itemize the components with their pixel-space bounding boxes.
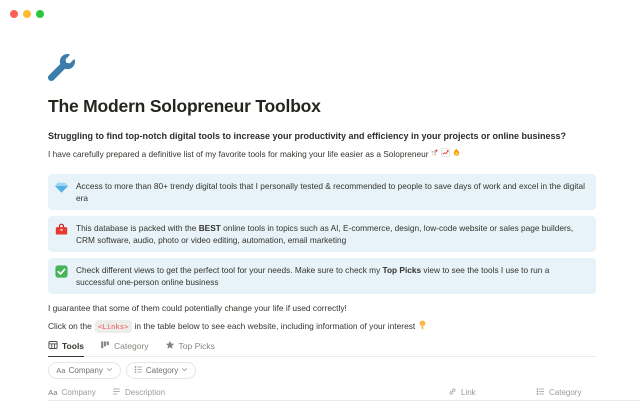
window-titlebar xyxy=(10,10,44,18)
click-text-after: in the table below to see each website, including information of your interest xyxy=(134,321,416,331)
column-company-label: Company xyxy=(61,387,96,397)
column-header-category[interactable] xyxy=(536,384,640,400)
filter-bar xyxy=(48,362,596,379)
callout-access-text: Access to more than 80+ trendy digital tools that I personally tested & recommended to people to save days of work and excel in the digital era xyxy=(76,181,585,203)
filter-company[interactable] xyxy=(48,362,121,379)
tab-category-label: Category xyxy=(114,341,149,351)
column-header-description[interactable] xyxy=(112,384,448,400)
select-property-icon xyxy=(134,365,143,376)
chevron-down-icon xyxy=(181,366,188,375)
click-instruction xyxy=(48,320,596,333)
filter-category-label: Category xyxy=(145,366,179,375)
backhand-index-pointing-down-icon xyxy=(418,320,427,333)
callout-views-text xyxy=(76,264,587,288)
url-property-icon xyxy=(448,387,457,398)
click-text-before: Click on the xyxy=(48,321,92,331)
table-view-icon xyxy=(48,340,58,352)
callout-database-text-bold: BEST xyxy=(198,223,221,233)
chart-increasing-icon xyxy=(441,148,450,160)
text-property-icon xyxy=(112,387,121,398)
filter-category[interactable] xyxy=(126,362,196,379)
callout-database-text xyxy=(76,222,587,246)
gem-icon xyxy=(55,181,68,194)
wrench-icon[interactable] xyxy=(48,54,75,81)
check-mark-button-icon xyxy=(55,265,68,278)
rocket-icon xyxy=(430,148,439,160)
board-view-icon xyxy=(100,340,110,352)
fire-icon xyxy=(452,148,461,160)
select-property-icon xyxy=(536,387,545,398)
intro-question: Struggling to find top-notch digital tools to increase your productivity and efficiency in your projects or online business? xyxy=(48,131,567,141)
minimize-button[interactable] xyxy=(23,10,31,18)
tab-top-picks-label: Top Picks xyxy=(178,341,215,351)
star-icon xyxy=(165,340,175,352)
callout-database xyxy=(48,216,596,252)
column-header-company[interactable] xyxy=(48,384,112,400)
page-title: The Modern Solopreneur Toolbox xyxy=(48,96,321,116)
title-property-icon: Aa xyxy=(48,387,58,397)
callout-views xyxy=(48,258,596,294)
table-header xyxy=(48,384,640,401)
callout-views-text-bold: Top Picks xyxy=(382,265,422,275)
callout-database-text-before: This database is packed with the xyxy=(76,223,199,233)
tab-tools[interactable] xyxy=(48,340,84,357)
column-link-label: Link xyxy=(461,387,476,397)
title-property-icon: Aa xyxy=(56,366,66,375)
callout-views-text-before: Check different views to get the perfect tool for your needs. Make sure to check my xyxy=(76,265,383,275)
view-tabs xyxy=(48,340,596,357)
zoom-button[interactable] xyxy=(36,10,44,18)
close-button[interactable] xyxy=(10,10,18,18)
filter-company-label: Company xyxy=(68,366,103,375)
column-category-label: Category xyxy=(549,387,582,397)
tab-tools-label: Tools xyxy=(62,341,85,351)
page-content xyxy=(48,0,596,401)
intro-line xyxy=(48,148,596,160)
toolbox-icon xyxy=(55,223,68,236)
tab-category[interactable] xyxy=(100,340,149,356)
chevron-down-icon xyxy=(106,366,113,375)
guarantee-text: I guarantee that some of them could potentially change your life if used correctly! xyxy=(48,303,347,313)
callout-views-text-after: view to see the tools I use to run a successful one-person online business xyxy=(76,265,550,287)
intro-text: I have carefully prepared a definitive list of my favorite tools for making your life easier as a Solopreneur xyxy=(48,148,429,159)
column-header-link[interactable] xyxy=(448,384,536,400)
links-code: <Links> xyxy=(95,320,132,333)
callout-database-text-after: online tools in topics such as AI, E-commerce, design, low-code website or sales page builders, CRM software, audio, photo or video editing, automation, email marketing xyxy=(76,223,574,245)
callout-access xyxy=(48,174,596,210)
column-description-label: Description xyxy=(125,387,166,397)
tab-top-picks[interactable] xyxy=(165,340,215,356)
